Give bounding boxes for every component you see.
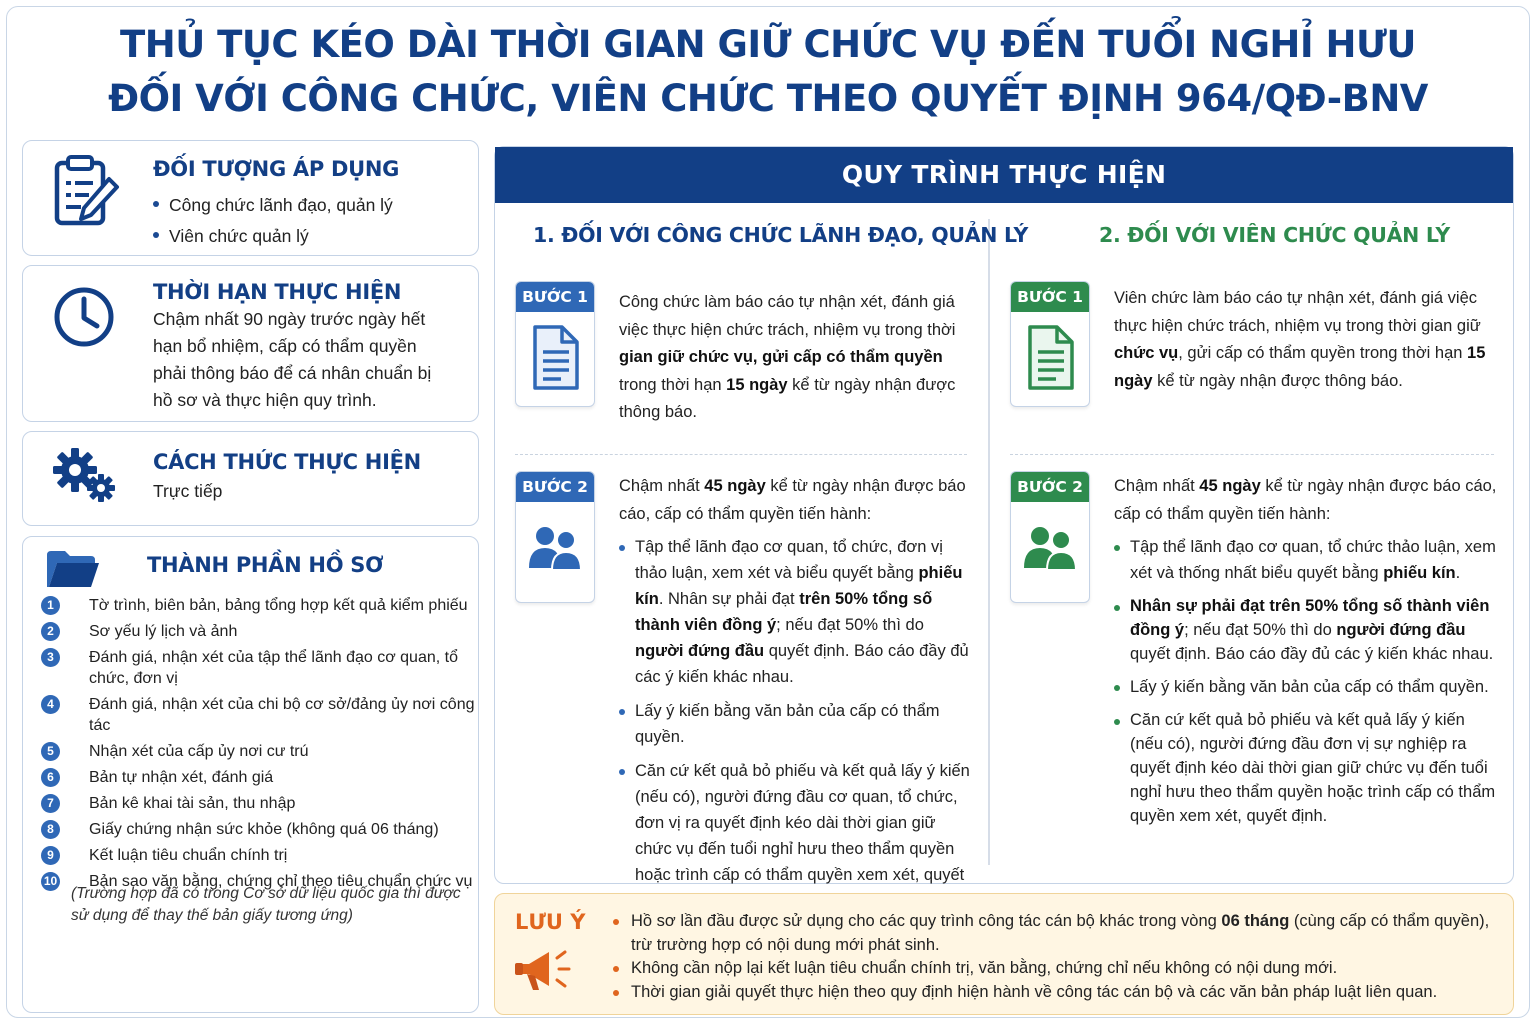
dossier-item-text: Tờ trình, biên bản, bảng tổng hợp kết quả kiểm phiếu (89, 597, 468, 614)
col2-step1-text (1114, 285, 1498, 395)
dossier-item-text: Bản kê khai tài sản, thu nhập (89, 795, 296, 812)
text-part: Viên chức làm báo cáo tự nhận xét, đánh giá việc thực hiện chức trách, nhiệm vụ trong thời gian giữ (1114, 289, 1481, 335)
dossier-card (22, 536, 479, 1013)
method-text: Trực tiếp (153, 481, 223, 501)
list-item: Căn cứ kết quả bỏ phiếu và kết quả lấy ý kiến (nếu có), người đứng đầu cơ quan, tổ chức, đơn vị ra quyết định kéo dài thời gian giữ chức vụ đến tuổi nghỉ hưu theo thẩm quyền hoặc trình cấp có thẩm quyền xem xét, quyết (619, 758, 971, 914)
col1-title: 1. ĐỐI VỚI CÔNG CHỨC LÃNH ĐẠO, QUẢN LÝ (533, 223, 1029, 247)
list-item: Lấy ý kiến bằng văn bản của cấp có thẩm quyền. (1114, 674, 1498, 700)
text-bold: người đứng đầu (1336, 621, 1466, 639)
number-badge: 10 (41, 872, 60, 891)
col2-step2-intro (1114, 473, 1498, 528)
text-bold: 15 ngày (726, 375, 788, 394)
method-card (22, 431, 479, 526)
number-badge: 4 (41, 695, 60, 714)
dossier-item (41, 767, 481, 788)
scope-list (151, 190, 471, 252)
dossier-item (41, 793, 481, 814)
number-badge: 1 (41, 596, 60, 615)
megaphone-icon (513, 946, 577, 996)
deadline-title: THỜI HẠN THỰC HIỆN (153, 280, 402, 304)
text-bold: chức vụ (1114, 344, 1179, 362)
dossier-item-text: Đánh giá, nhận xét của tập thể lãnh đạo cơ quan, tổ chức, đơn vị (89, 649, 458, 687)
text-part: kể từ ngày nhận được thông báo. (1152, 371, 1403, 390)
text-part: ; nếu đạt 50% thì do (776, 616, 924, 634)
text-bold: phiếu kín (635, 564, 963, 608)
note-box (494, 893, 1514, 1015)
col1-step2-tag: BƯỚC 2 (516, 472, 594, 502)
scope-title: ĐỐI TƯỢNG ÁP DỤNG (153, 157, 400, 181)
number-badge: 9 (41, 846, 60, 865)
dossier-item (41, 621, 481, 642)
col2-step2-list (1114, 534, 1498, 828)
col2-step2-tag: BƯỚC 2 (1011, 472, 1089, 502)
number-badge: 6 (41, 768, 60, 787)
text-bold: phiếu kín (1383, 564, 1456, 582)
col2-step1-tag: BƯỚC 1 (1011, 282, 1089, 312)
process-header: QUY TRÌNH THỰC HIỆN (495, 147, 1513, 203)
dossier-item-text: Sơ yếu lý lịch và ảnh (89, 623, 238, 640)
dossier-list (41, 595, 481, 897)
col2-title: 2. ĐỐI VỚI VIÊN CHỨC QUẢN LÝ (1099, 223, 1450, 247)
people-icon (1022, 522, 1078, 578)
clock-icon (51, 284, 117, 350)
col1-step2-text (619, 473, 971, 922)
text-bold: người đứng đầu (635, 642, 765, 660)
dossier-item-text: Giấy chứng nhận sức khỏe (không quá 06 tháng) (89, 821, 439, 838)
col1-step1-tag: BƯỚC 1 (516, 282, 594, 312)
col1-step1-box (515, 281, 595, 407)
scope-item: Viên chức quản lý (151, 221, 471, 252)
text-bold: 15 ngày (1114, 344, 1486, 390)
col1-step2-intro (619, 473, 971, 528)
text-part: . Nhân sự phải đạt (658, 590, 800, 608)
list-item (1114, 594, 1498, 666)
text-bold: trên 50% tổng số thành viên đồng ý (635, 590, 933, 634)
dossier-item (41, 819, 481, 840)
col1-step2-box (515, 471, 595, 603)
dossier-item-text: Bản sao văn bằng, chứng chỉ theo tiêu chuẩn chức vụ (89, 873, 473, 890)
column-divider (988, 219, 990, 865)
text-part: Chậm nhất (619, 477, 705, 495)
number-badge: 3 (41, 648, 60, 667)
text-part: kể từ ngày nhận được báo cáo, cấp có thẩm quyền tiến hành: (1114, 477, 1497, 523)
text-part: Tập thể lãnh đạo cơ quan, tổ chức, đơn vị thảo luận, xem xét và biểu quyết bằng (635, 538, 943, 582)
dossier-item (41, 595, 481, 616)
note-item: Không cần nộp lại kết luận tiêu chuẩn chính trị, văn bằng, chứng chỉ nếu không có nội dung mới. (609, 957, 1499, 981)
dossier-note: (Trường hợp đã có trong Cơ sở dữ liệu quốc gia thì được sử dụng để thay thế bản giấy tương ứng) (71, 885, 461, 924)
list-item: Căn cứ kết quả bỏ phiếu và kết quả lấy ý kiến (nếu có), người đứng đầu đơn vị sự nghiệp ra quyết định kéo dài thời gian giữ chức vụ đến tuổi nghỉ hưu theo thẩm quyền hoặc trình cấp có thẩm quyền xem xét, quyết định. (1114, 708, 1498, 828)
note-item: Thời gian giải quyết thực hiện theo quy định hiện hành về công tác cán bộ và các văn bản pháp luật liên quan. (609, 981, 1499, 1005)
process-panel (494, 146, 1514, 884)
text-part: Công chức làm báo cáo tự nhận xét, đánh giá việc thực hiện chức trách, nhiệm vụ trong thời (619, 293, 956, 339)
step-separator (1010, 454, 1494, 455)
text-bold: Nhân sự phải đạt trên 50% tổng số thành viên đồng ý (1130, 597, 1490, 639)
text-bold: 45 ngày (1199, 477, 1261, 495)
title-line-1: THỦ TỤC KÉO DÀI THỜI GIAN GIỮ CHỨC VỤ ĐẾN TUỔI NGHỈ HƯU (120, 23, 1416, 66)
method-title: CÁCH THỨC THỰC HIỆN (153, 450, 421, 474)
dossier-item-text: Bản tự nhận xét, đánh giá (89, 769, 274, 786)
dossier-item (41, 741, 481, 762)
number-badge: 7 (41, 794, 60, 813)
step-separator (515, 454, 967, 455)
text-bold: gian giữ chức vụ, gửi cấp có thẩm quyền (619, 348, 943, 366)
scope-card (22, 140, 479, 256)
clipboard-icon (51, 153, 121, 231)
text-part: quyết định. Báo cáo đầy đủ các ý kiến khác nhau. (635, 642, 969, 686)
scope-item: Công chức lãnh đạo, quản lý (151, 190, 471, 221)
text-part: trong thời hạn (619, 375, 727, 394)
text-part: Chậm nhất (1114, 477, 1200, 495)
page-title (0, 18, 1536, 126)
folder-icon (45, 549, 101, 589)
text-part: Tập thể lãnh đạo cơ quan, tổ chức thảo luận, xem xét và thống nhất biểu quyết bằng (1130, 538, 1496, 582)
people-icon (527, 522, 583, 578)
document-icon (529, 324, 581, 392)
deadline-card (22, 265, 479, 422)
deadline-text: Chậm nhất 90 ngày trước ngày hết hạn bổ nhiệm, cấp có thẩm quyền phải thông báo để cá nhân chuẩn bị hồ sơ và thực hiện quy trình. (153, 309, 432, 410)
text-part: quyết định. Báo cáo đầy đủ các ý kiến khác nhau. (1130, 645, 1494, 663)
dossier-title: THÀNH PHẦN HỒ SƠ (147, 553, 384, 577)
col2-step1-box (1010, 281, 1090, 407)
col1-step2-list (619, 534, 971, 914)
document-icon (1024, 324, 1076, 392)
number-badge: 5 (41, 742, 60, 761)
col2-step2-box (1010, 471, 1090, 603)
text-part: (cùng cấp có thẩm quyền), trừ trường hợp có nội dung mới phát sinh. (631, 912, 1490, 954)
text-part: ; nếu đạt 50% thì do (1184, 621, 1337, 639)
dossier-item (41, 694, 481, 736)
title-line-2: ĐỐI VỚI CÔNG CHỨC, VIÊN CHỨC THEO QUYẾT ĐỊNH 964/QĐ-BNV (108, 77, 1428, 120)
list-item (619, 534, 971, 690)
gears-icon (51, 446, 121, 506)
dossier-item (41, 647, 481, 689)
number-badge: 2 (41, 622, 60, 641)
note-title: LƯU Ý (515, 910, 586, 934)
dossier-item-text: Nhận xét của cấp ủy nơi cư trú (89, 743, 309, 760)
list-item (1114, 534, 1498, 586)
text-part: kể từ ngày nhận được thông báo. (619, 375, 956, 421)
list-item: Lấy ý kiến bằng văn bản của cấp có thẩm quyền. (619, 698, 971, 750)
col2-step2-text (1114, 473, 1498, 836)
text-part: Hồ sơ lần đầu được sử dụng cho các quy trình công tác cán bộ khác trong vòng (631, 912, 1222, 930)
number-badge: 8 (41, 820, 60, 839)
note-item (609, 910, 1499, 957)
text-bold: 06 tháng (1221, 912, 1290, 930)
dossier-item (41, 845, 481, 866)
text-part: . (1455, 564, 1461, 582)
dossier-item-text: Kết luận tiêu chuẩn chính trị (89, 847, 288, 864)
text-part: kể từ ngày nhận được báo cáo, cấp có thẩm quyền tiến hành: (619, 477, 966, 523)
col1-step1-text (619, 289, 969, 427)
text-bold: 45 ngày (704, 477, 766, 495)
text-part: , gửi cấp có thẩm quyền trong thời hạn (1178, 344, 1468, 362)
note-list (609, 910, 1499, 1004)
dossier-item-text: Đánh giá, nhận xét của chi bộ cơ sở/đảng ủy nơi công tác (89, 696, 475, 734)
